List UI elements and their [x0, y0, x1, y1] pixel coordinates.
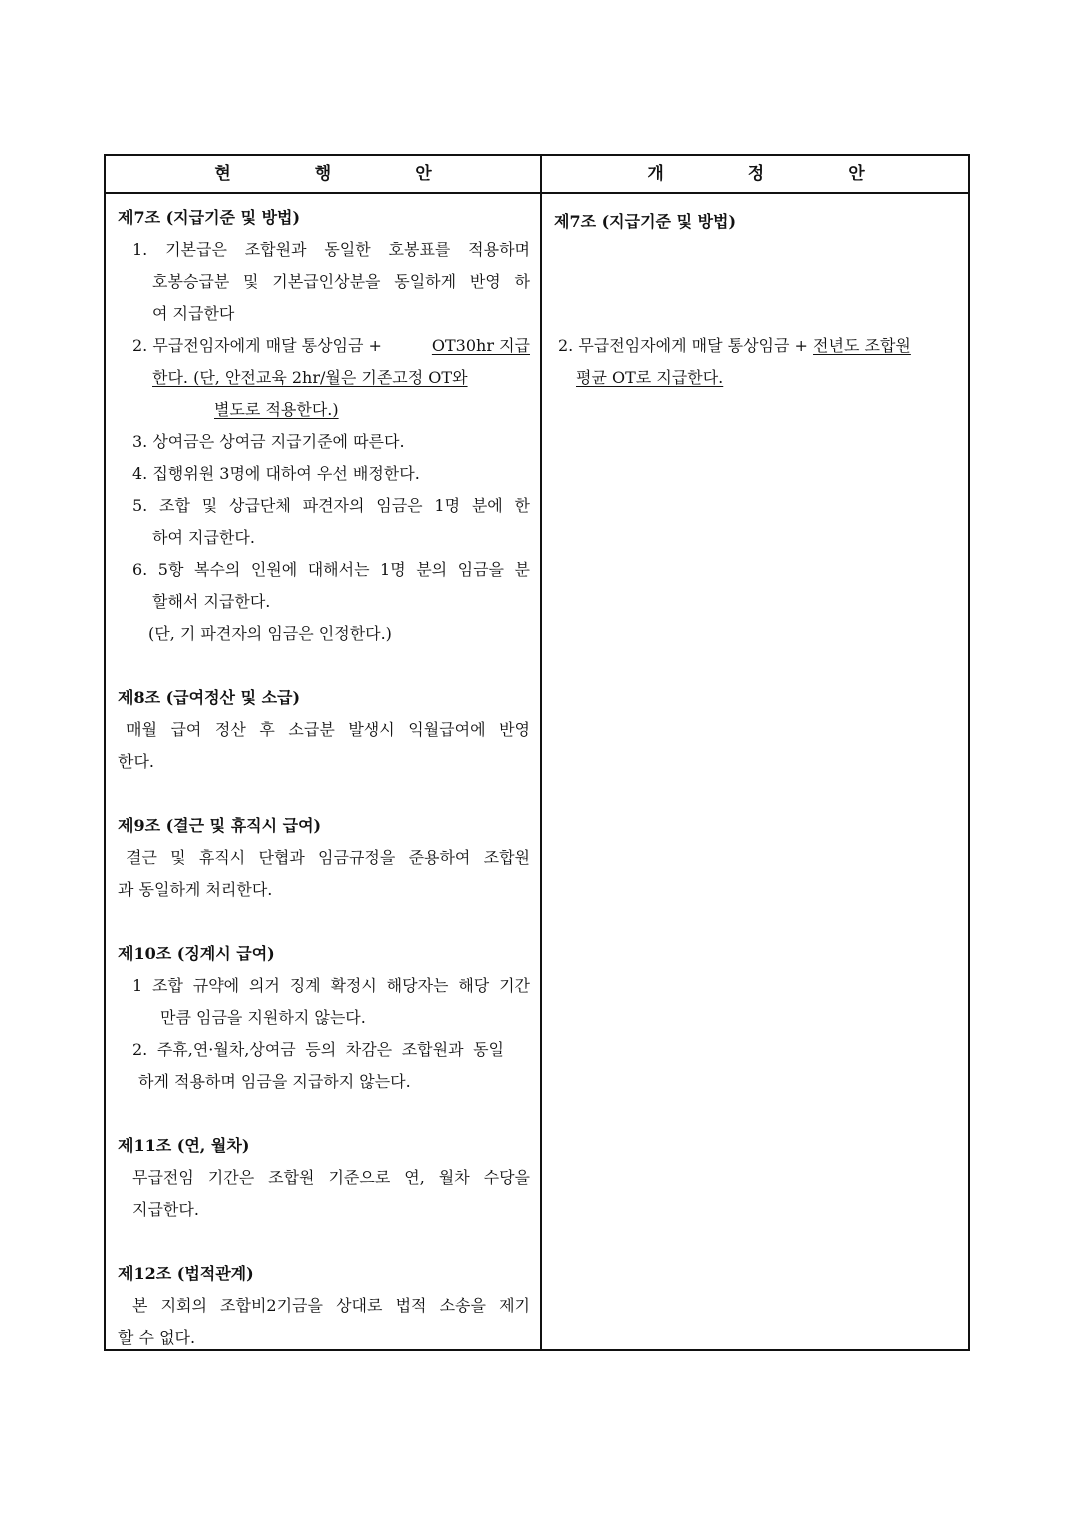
revised-article-7-item-2-line-1: 2. 무급전임자에게 매달 통상임금 + 전년도 조합원 [558, 336, 911, 355]
article-7-item-1-line-3: 여 지급한다 [152, 304, 235, 323]
article-7-item-4: 4. 집행위원 3명에 대하여 우선 배정한다. [132, 464, 420, 483]
article-10-item-1-line-2: 만큼 임금을 지원하지 않는다. [160, 1008, 366, 1027]
article-12-line-1: 본 지회의 조합비2기금을 상대로 법적 소송을 제기 [132, 1296, 530, 1315]
article-7-item-2-line-1: 2. 무급전임자에게 매달 통상임금 + OT30hr 지급 [132, 330, 530, 362]
article-12-title: 제12조 (법적관계) [118, 1264, 254, 1283]
comparison-table [104, 154, 970, 1351]
article-7-item-6-line-1: 6. 5항 복수의 인원에 대해서는 1명 분의 임금을 분 [132, 560, 530, 579]
article-7-item-1-line-2: 호봉승급분 및 기본급인상분을 동일하게 반영 하 [152, 272, 530, 291]
article-11-line-1: 무급전임 기간은 조합원 기준으로 연, 월차 수당을 [132, 1168, 530, 1187]
article-11-title: 제11조 (연, 월차) [118, 1136, 250, 1155]
article-8-line-2: 한다. [118, 752, 154, 771]
article-7-item-1-line-1: 1. 기본급은 조합원과 동일한 호봉표를 적용하며 [132, 240, 530, 259]
ot30-underlined: OT30hr 지급 [431, 336, 530, 355]
prev-year-underlined: 전년도 조합원 [813, 336, 911, 355]
revised-article-7-title: 제7조 (지급기준 및 방법) [554, 212, 737, 231]
article-7-item-6-line-2: 할해서 지급한다. [152, 592, 271, 611]
article-8-line-1: 매월 급여 정산 후 소급분 발생시 익월급여에 반영 [126, 720, 530, 739]
article-9-title: 제9조 (결근 및 휴직시 급여) [118, 816, 322, 835]
article-7-item-6-note: (단, 기 파견자의 임금은 인정한다.) [148, 624, 392, 643]
article-10-title: 제10조 (징계시 급여) [118, 944, 275, 963]
article-9-line-2: 과 동일하게 처리한다. [118, 880, 273, 899]
header-revised: 개 정 안 [647, 164, 865, 184]
article-7-item-2-line-3: 별도로 적용한다.) [214, 400, 339, 419]
article-7-item-2-line-2: 한다. (단, 안전교육 2hr/월은 기존고정 OT와 [152, 368, 468, 387]
article-7-item-5-line-1: 5. 조합 및 상급단체 파견자의 임금은 1명 분에 한 [132, 496, 530, 515]
column-divider [540, 156, 542, 1349]
header-divider [106, 192, 968, 194]
article-7-title: 제7조 (지급기준 및 방법) [118, 208, 301, 227]
article-10-item-2-line-2: 하게 적용하며 임금을 지급하지 않는다. [138, 1072, 411, 1091]
article-7-item-3: 3. 상여금은 상여금 지급기준에 따른다. [132, 432, 405, 451]
header-current: 현 행 안 [214, 164, 432, 184]
article-10-item-2-line-1: 2. 주휴,연·월차,상여금 등의 차감은 조합원과 동일 [132, 1040, 504, 1059]
article-10-item-1-line-1: 1 조합 규약에 의거 징계 확정시 해당자는 해당 기간 [132, 976, 530, 995]
article-7-item-5-line-2: 하여 지급한다. [152, 528, 255, 547]
article-11-line-2: 지급한다. [132, 1200, 199, 1219]
article-9-line-1: 결근 및 휴직시 단협과 임금규정을 준용하여 조합원 [126, 848, 530, 867]
article-8-title: 제8조 (급여정산 및 소급) [118, 688, 301, 707]
article-12-line-2: 할 수 없다. [118, 1328, 196, 1347]
revised-article-7-item-2-line-2: 평균 OT로 지급한다. [576, 368, 724, 387]
